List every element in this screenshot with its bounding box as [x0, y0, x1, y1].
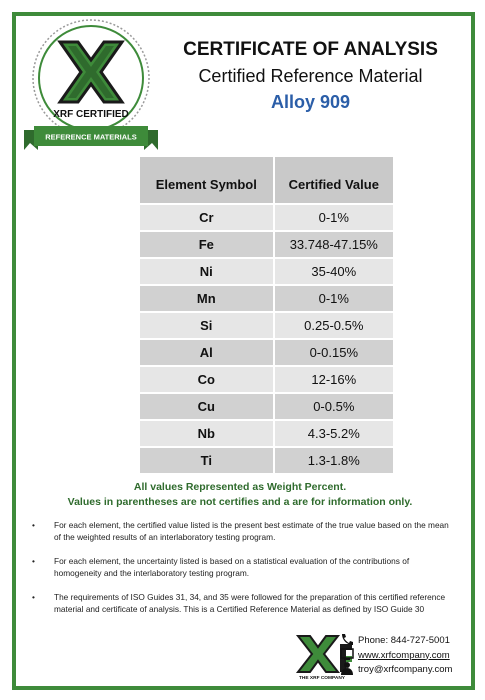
table-row — [140, 339, 393, 366]
element-symbol-cell: Si — [140, 312, 274, 339]
element-symbol-cell: Ni — [140, 258, 274, 285]
bullet-icon: • — [32, 520, 35, 530]
list-item — [32, 520, 452, 543]
bullet-icon: • — [32, 556, 35, 566]
certified-value-cell: 0-0.15% — [274, 339, 393, 366]
list-item-text: For each element, the certified value listed is the present best estimate of the true value based on the mean of the weighted results of an interlaboratory testing program. — [54, 520, 449, 542]
certified-value-cell: 0-1% — [274, 204, 393, 231]
list-item — [32, 556, 452, 579]
contact-icons — [339, 632, 355, 676]
table-row — [140, 204, 393, 231]
person-icon — [341, 662, 353, 675]
element-symbol-cell: Co — [140, 366, 274, 393]
table-row — [140, 366, 393, 393]
ribbon-text: REFERENCE MATERIALS — [45, 132, 137, 142]
element-symbol-cell: Cr — [140, 204, 274, 231]
certificate-header — [168, 38, 453, 114]
table-row — [140, 285, 393, 312]
page-title: CERTIFICATE OF ANALYSIS — [183, 39, 438, 60]
element-symbol-cell: Al — [140, 339, 274, 366]
element-symbol-cell: Mn — [140, 285, 274, 312]
xrf-certified-badge — [16, 12, 166, 157]
table-header-row — [140, 157, 393, 204]
certified-value-cell: 33.748-47.15% — [274, 231, 393, 258]
parentheses-note: Values in parentheses are not certifies and a are for information only. — [67, 496, 413, 508]
element-symbol-cell: Ti — [140, 447, 274, 473]
list-item — [32, 592, 452, 615]
table-row — [140, 258, 393, 285]
email-address[interactable]: troy@xrfcompany.com — [358, 664, 453, 675]
alloy-name: Alloy 909 — [270, 92, 351, 112]
certified-value-cell: 0.25-0.5% — [274, 312, 393, 339]
certificate-notes-list — [32, 520, 452, 628]
weight-percent-note: All values Represented as Weight Percent. — [133, 481, 347, 493]
list-item-text: The requirements of ISO Guides 31, 34, and 35 were followed for the preparation of this certified reference material and certificate of analysis. This is a Certified Reference Material as defined by ISO Guide 30 — [54, 592, 446, 614]
table-row — [140, 393, 393, 420]
element-symbol-cell: Fe — [140, 231, 274, 258]
badge-text: XRF CERTIFIED — [53, 109, 129, 120]
certified-value-cell: 4.3-5.2% — [274, 420, 393, 447]
certified-values-table — [140, 157, 393, 473]
logo-caption: THE XRF COMPANY — [298, 676, 346, 680]
table-row — [140, 231, 393, 258]
list-item-text: For each element, the uncertainty listed is based on a statistical evaluation of the contributions of homogeneity and the interlaboratory testing program. — [54, 556, 410, 578]
page-subtitle: Certified Reference Material — [198, 66, 423, 86]
website-link[interactable]: www.xrfcompany.com — [358, 649, 450, 661]
phone-number: Phone: 844-727-5001 — [358, 635, 450, 646]
table-row — [140, 447, 393, 473]
bullet-icon: • — [32, 592, 35, 602]
table-row — [140, 312, 393, 339]
certified-value-cell: 1.3-1.8% — [274, 447, 393, 473]
table-row — [140, 420, 393, 447]
certified-value-cell: 0-1% — [274, 285, 393, 312]
column-header-certified-value: Certified Value — [274, 157, 393, 204]
certified-value-cell: 12-16% — [274, 366, 393, 393]
web-icon — [341, 649, 353, 660]
column-header-element-symbol: Element Symbol — [140, 157, 274, 204]
contact-info — [358, 634, 452, 678]
certified-value-cell: 0-0.5% — [274, 393, 393, 420]
element-symbol-cell: Cu — [140, 393, 274, 420]
certified-value-cell: 35-40% — [274, 258, 393, 285]
phone-icon — [342, 634, 353, 645]
element-symbol-cell: Nb — [140, 420, 274, 447]
